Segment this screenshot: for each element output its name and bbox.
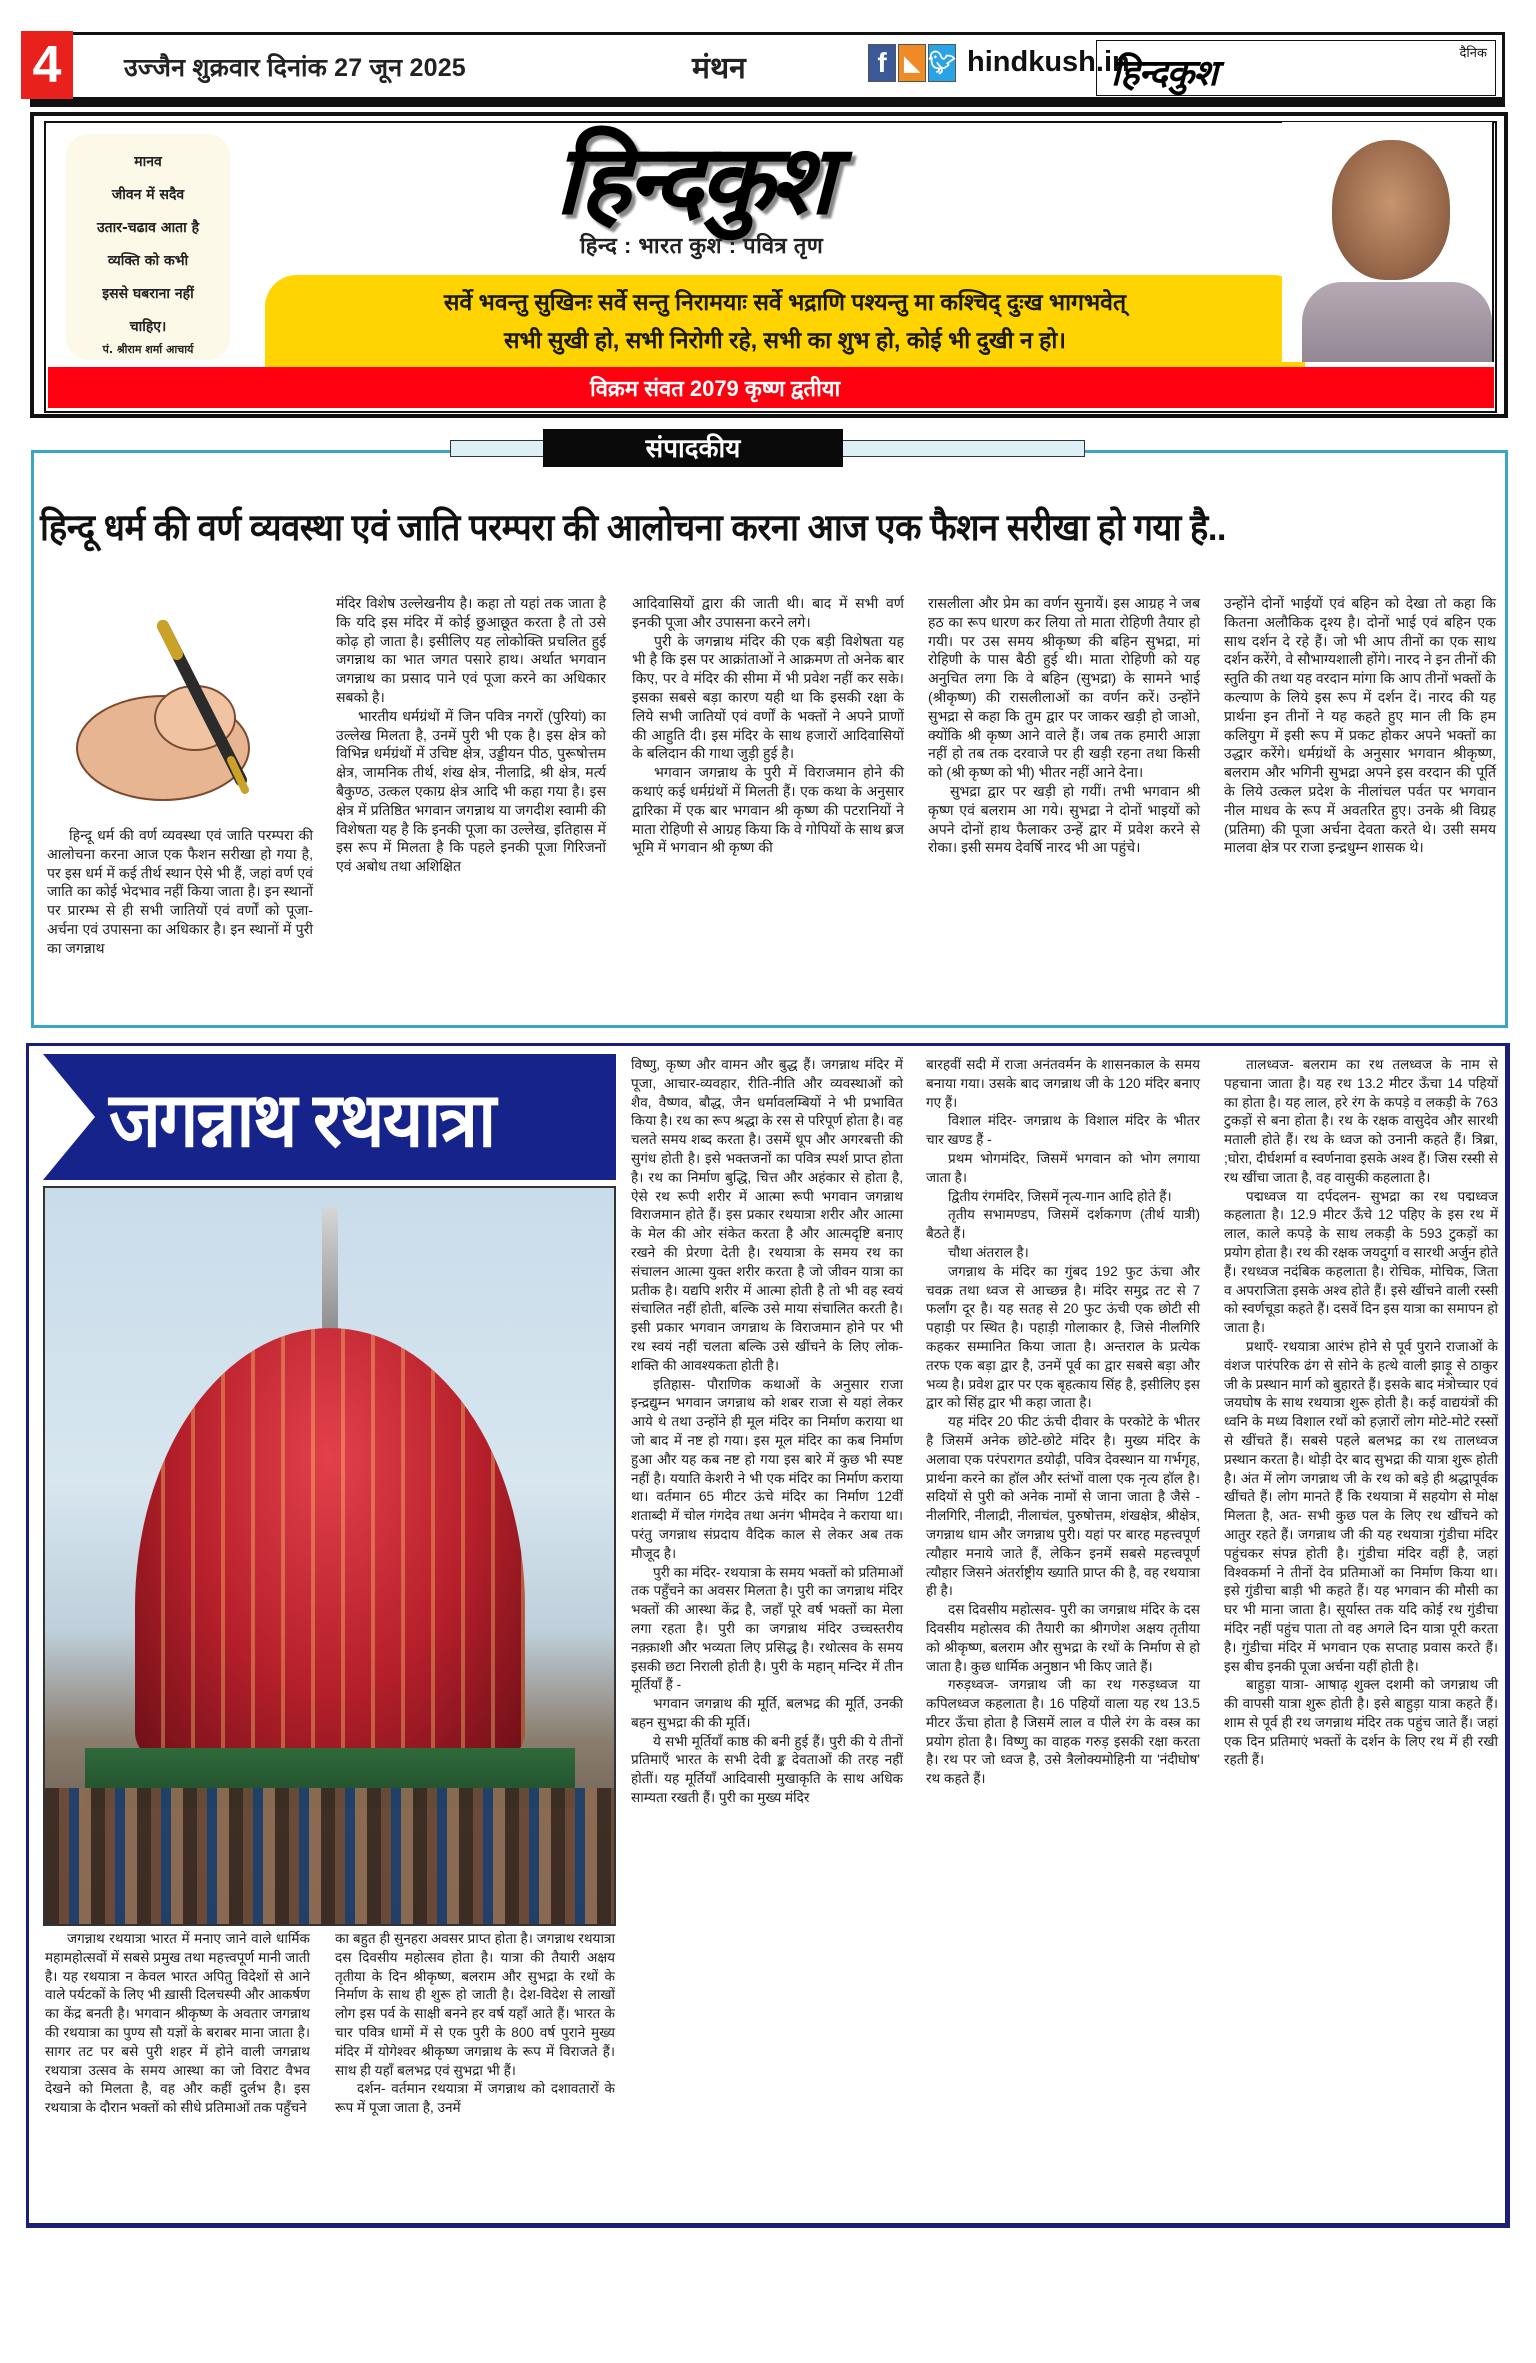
logo-name: हिन्दकुश (1111, 52, 1217, 94)
paragraph: गरुड़ध्वज- जगन्नाथ जी का रथ गरुड़ध्वज या कपिलध्वज कहलाता है। 16 पहियों वाला यह रथ 13.5 मीटर ऊँचा होता है जिसमें लाल व पीले रंग के वस्त्र का प्रयोग होता है। विष्णु का वाहक गरुड़ इसकी रक्षा करता है। रथ पर जो ध्वज है, उसे त्रैलोक्यमोहिनी या 'नंदीघोष' रथ कहते हैं। (926, 1677, 1200, 1787)
editorial-column-3 (632, 594, 904, 857)
quote-author: पं. श्रीराम शर्मा आचार्य (102, 343, 194, 356)
quote-line: इससे घबराना नहीं (102, 286, 194, 302)
facebook-icon[interactable]: f (868, 44, 896, 82)
paragraph: तृतीय सभामण्डप, जिसमें दर्शकगण (तीर्थ यात्री) बैठते हैं। (926, 1207, 1200, 1242)
mantra-banner (265, 275, 1305, 367)
paragraph: बाहुड़ा यात्रा- आषाढ़ शुक्ल दशमी को जगन्नाथ जी की वापसी यात्रा शुरू होती है। इसे बाहुड़ा यात्रा कहते हैं। शाम से पूर्व ही रथ जगन्नाथ मंदिर तक पहुंच जाते हैं। जहां एक दिन प्रतिमाएं भक्तों के दर्शन के लिए रथ में ही रखी रहती हैं। (1224, 1677, 1498, 1768)
rathyatra-column-2 (335, 1930, 615, 2118)
paragraph: हिन्दू धर्म की वर्ण व्यवस्था एवं जाति परम्परा की आलोचना करना आज एक फैशन सरीखा हो गया है, पर इस धर्म में कई तीर्थ स्थान ऐसे भी हैं, जहां वर्ण एवं जाति का कोई भेदभाव नहीं किया जाता है। इन स्थानों पर प्रारम्भ से ही सभी जातियों एवं वर्णों को पूजा-अर्चना एवं उपासना का अधिकार है। इन स्थानों में पुरी का जगन्नाथ (47, 827, 313, 956)
paragraph: मंदिर विशेष उल्लेखनीय है। कहा तो यहां तक जाता है कि यदि इस मंदिर में कोई छुआछूत करता है तो उसे कोढ़ हो जाता है। इसीलिए यह लोकोक्ति प्रचलित हुई जगन्नाथ का भात जगत पसारे हाथ। अर्थात भगवान जगन्नाथ का प्रसाद पाने एवं पूजा करने का अधिकार सबको है। (336, 595, 606, 705)
logo-tag: दैनिक (1459, 46, 1487, 61)
paragraph: आदिवासियों द्वारा की जाती थी। बाद में सभी वर्ण इनकी पूजा और उपासना करने लगे। (632, 595, 904, 630)
paragraph: ये सभी मूर्तियाँ काष्ठ की बनी हुई हैं। पुरी की ये तीनों प्रतिमाएँ भारत के सभी देवी ङ्क देवताओं की तरह नहीं होतीं। यह मूर्तियाँ आदिवासी मुखाकृति के साथ अधिक साम्यता रखती हैं। पुरी का मुख्य मंदिर (631, 1733, 903, 1806)
dateline: उज्जैन शुक्रवार दिनांक 27 जून 2025 (124, 54, 466, 82)
paragraph: तालध्वज- बलराम का रथ तलध्वज के नाम से पहचाना जाता है। यह रथ 13.2 मीटर ऊँचा 14 पहियों का होता है। यह लाल, हरे रंग के कपड़े व लकड़ी के 763 टुकड़ों से बना होता है। रथ के रक्षक वासुदेव और सारथी मताली होते हैं। रथ के ध्वज को उनानी कहते हैं। त्रिब्रा, ;घोरा, दीर्घशर्मा व स्वर्णनावा इसके अश्व हैं। जिस रस्सी से रथ खींचा जाता है, वह वासुकी कहलाता है। (1224, 1057, 1498, 1185)
small-masthead-logo (1096, 40, 1496, 96)
quote-line: उतार-चढाव आता है (96, 220, 200, 236)
rss-icon[interactable]: ◣ (898, 44, 926, 82)
top-header-rule (30, 97, 1505, 107)
founder-portrait (1282, 122, 1494, 362)
paragraph: प्रथाएँ- रथयात्रा आरंभ होने से पूर्व पुराने राजाओं के वंशज पारंपरिक ढंग से सोने के हत्थे वाली झाड़ू से ठाकुर जी के प्रस्थान मार्ग को बुहारते हैं। इसके बाद मंत्रोच्चार एवं जयघोष के साथ रथयात्रा शुरू होती है। कई वाद्ययंत्रों की ध्वनि के मध्य विशाल रथों को हज़ारों लोग मोटे-मोटे रस्सों से खींचते हैं। सबसे पहले बलभद्र का रथ तालध्वज प्रस्थान करता है। थोड़ी देर बाद सुभद्रा की यात्रा शुरू होती है। अंत में लोग जगन्नाथ जी के रथ को बड़े ही श्रद्धापूर्वक खींचते हैं। लोग मानते हैं कि रथयात्रा में सहयोग से मोक्ष मिलता है, अत- सभी कुछ पल के लिए रथ खींचने को आतुर रहते हैं। जगन्नाथ जी की यह रथयात्रा गुंडीचा मंदिर पहुंचकर संपन्न होती है। गुंडीचा मंदिर वहीं है, जहां विश्वकर्मा ने तीनों देव प्रतिमाओं का निर्माण किया था। इसे गुंडीचा बाड़ी भी कहते हैं। यह भगवान की मौसी का घर भी माना जाता है। सूर्यास्त तक यदि कोई रथ गुंडीचा मंदिर नहीं पहुंच पाता तो वह अगले दिन यात्रा पूरी करता है। गुंडीचा मंदिर में भगवान एक सप्ताह प्रवास करते हैं। इस बीच इनकी पूजा अर्चना यहीं होती है। (1224, 1338, 1498, 1674)
editorial-column-1 (47, 826, 313, 958)
paragraph: भगवान जगन्नाथ के पुरी में विराजमान होने की कथाएं कई धर्मग्रंथों में मिलती हैं। एक कथा के अनुसार द्वारिका में एक बार भगवान श्री कृष्ण की पटरानियों ने माता रोहिणी से आग्रह किया कि वे गोपियों के साथ ब्रज भूमि में भगवान श्री कृष्ण की (632, 764, 904, 856)
rathyatra-banner (43, 1054, 616, 1180)
paragraph: इतिहास- पौराणिक कथाओं के अनुसार राजा इन्द्रद्युम्न भगवान जगन्नाथ को शबर राजा से यहां लेकर आये थे तथा उन्होंने ही मूल मंदिर का निर्माण कराया था जो बाद में नष्ट हो गया। इस मूल मंदिर का कब निर्माण हुआ और यह कब नष्ट हो गया इस बारे में कुछ भी स्पष्ट नहीं है। ययाति केशरी ने भी एक मंदिर का निर्माण कराया था। वर्तमान 65 मीटर ऊंचे मंदिर का निर्माण 12वीं शताब्दी में चोल गंगदेव तथा अनंग भीमदेव ने कराया था। परंतु जगन्नाथ संप्रदाय वैदिक काल से लेकर अब तक मौजूद है। (631, 1376, 903, 1561)
paragraph: विशाल मंदिर- जगन्नाथ के विशाल मंदिर के भीतर चार खण्ड हैं - (926, 1113, 1200, 1148)
paragraph: जगन्नाथ के मंदिर का गुंबद 192 फुट ऊंचा और चवक्र तथा ध्वज से आच्छन्न है। मंदिर समुद्र तट से 7 फर्लांग दूर है। यह सतह से 20 फुट ऊंची एक छोटी सी पहाड़ी पर स्थित है। पहाड़ी गोलाकार है, जिसे नीलगिरि कहकर सम्मानित किया जाता है। अन्तराल के प्रत्येक तरफ एक बड़ा द्वार है, उनमें पूर्व का द्वार सबसे बड़ा और भव्य है। प्रवेश द्वार पर एक बृहत्काय सिंह है, इसीलिए इस द्वार को सिंह द्वार भी कहा जाता है। (926, 1263, 1200, 1411)
rathyatra-column-5 (1224, 1056, 1498, 1770)
quote-line: व्यक्ति को कभी (107, 253, 189, 269)
quote-line: मानव (134, 154, 162, 170)
chariot-canopy-stripes (135, 1328, 525, 1758)
paragraph: चौथा अंतराल है। (948, 1244, 1029, 1260)
paragraph: भारतीय धर्मग्रंथों में जिन पवित्र नगरों (पुरियां) का उल्लेख मिलता है, उनमें पुरी भी एक है। इस क्षेत्र को विभिन्न धर्मग्रंथों में उचिष्ट क्षेत्र, उड्डीयन पीठ, पुरूषोत्तम क्षेत्र, जामनिक तीर्थ, शंख क्षेत्र, नीलाद्रि, श्री क्षेत्र, मर्त्य बैकुण्ठ, उत्कल एकाग्र क्षेत्र आदि भी कहा गया है। इस क्षेत्र में प्रतिष्ठित भगवान जगन्नाथ या जगदीश स्वामी की विशेषता यह है कि इनकी पूजा का उल्लेख, इतिहास में इस रूप में मिलता है कि पहले इनकी पूजा गिरिजनों एवं अबोध तथा अशिक्षित (336, 707, 606, 875)
samvat-date: विक्रम संवत 2079 कृष्ण द्वतीया (590, 376, 841, 401)
rathyatra-column-3 (631, 1056, 903, 1808)
portrait-body (1302, 282, 1492, 362)
paragraph: पुरी का मंदिर- रथयात्रा के समय भक्तों को प्रतिमाओं तक पहुँचने का अवसर मिलता है। पुरी का जगन्नाथ मंदिर भक्तों की आस्था केंद्र है, जहाँ पूरे वर्ष भक्तों का मेला लगा रहता है। पुरी का जगन्नाथ मंदिर उच्चस्तरीय नक़्क़ाशी और भव्यता लिए प्रसिद्ध है। रथोत्सव के समय इसकी छटा निराली होती है। पुरी के महान् मन्दिर में तीन मूर्तियाँ हैं - (631, 1564, 903, 1693)
rath-chariot-photo (43, 1186, 616, 1926)
paragraph: बारहवीं सदी में राजा अनंतवर्मन के शासनकाल के समय बनाया गया। उसके बाद जगन्नाथ जी के 120 मंदिर बनाए गए हैं। (926, 1057, 1200, 1110)
page-number-badge: 4 (21, 31, 73, 99)
paragraph: यह मंदिर 20 फीट ऊंची दीवार के परकोटे के भीतर है जिसमें अनेक छोटे-छोटे मंदिर है। मुख्य मंदिर के अलावा एक परंपरागत डयोढ़ी, पवित्र देवस्थान या गर्भगृह, प्रार्थना करने का हॉल और स्तंभों वाला एक नृत्य हॉल है। सदियों से पुरी को अनेक नामों से जाना जाता है जैसे - नीलगिरि, नीलाद्री, नीलाचंल, पुरुषोत्तम, शंखक्षेत्र, श्रीक्षेत्र, जगन्नाथ धाम और जगन्नाथ पुरी। यहां पर बारह महत्त्वपूर्ण त्यौहार मनाये जाते हैं, लेकिन इनमें सबसे महत्त्वपूर्ण त्यौहार जिसने अंतर्राष्ट्रीय ख्याति प्राप्त की है, वह रथयात्रा ही है। (926, 1414, 1200, 1599)
quote-of-day (66, 134, 230, 360)
paragraph: विष्णु, कृष्ण और वामन और बुद्ध हैं। जगन्नाथ मंदिर में पूजा, आचार-व्यवहार, रीति-नीति और व्यवस्थाओं को शैव, वैष्णव, बौद्ध, जैन धर्मावलम्बियों ने भी प्रभावित किया है। रथ का रूप श्रद्धा के रस से परिपूर्ण होता है। वह चलते समय शब्द करता है। उसमें धूप और अगरबत्ती की सुगंध होती है। इसे भक्तजनों का पवित्र स्पर्श प्राप्त होता है। रथ का निर्माण बुद्धि, चित्त और अहंकार से होता है, ऐसे रथ रूपी शरीर में आत्मा रूपी भगवान जगन्नाथ विराजमान होते हैं। इस प्रकार रथयात्रा शरीर और आत्मा के मेल की ओर संकेत करता है और आत्मदृष्टि बनाए रखने की प्रेरणा देती है। रथयात्रा के समय रथ का संचालन आत्मा युक्त शरीर करता है जो जीवन यात्रा का प्रतीक है। यद्यपि शरीर में आत्मा होती है तो भी वह स्वयं संचालित नहीं होती, बल्कि उसे माया संचालित करती है। इसी प्रकार भगवान जगन्नाथ के विराजमान होने पर भी रथ स्वयं नहीं चलता बल्कि उसे खींचने के लिए लोक-शक्ति की आवश्यकता होती है। (631, 1057, 903, 1373)
banner-arrow-icon (43, 1054, 95, 1180)
paragraph: पुरी के जगन्नाथ मंदिर की एक बड़ी विशेषता यह भी है कि इस पर आक्रांताओं ने आक्रमण तो अनेक बार किए, पर वे मंदिर की सीमा में भी प्रवेश नहीं कर सके। इसका सबसे बड़ा कारण यही था कि इसकी रक्षा के लिये सभी जातियों एवं वर्णों के भक्तों ने अपने प्राणों की आहुति दी। इस मंदिर के साथ हजारों आदिवासियों के बलिदान की गाथा जुड़ी हुई है। (632, 632, 904, 762)
paragraph: प्रथम भोगमंदिर, जिसमें भगवान को भोग लगाया जाता है। (926, 1150, 1200, 1185)
paragraph: दर्शन- वर्तमान रथयात्रा में जगन्नाथ को दशावतारों के रूप में पूजा जाता है, उनमें (335, 2081, 615, 2116)
social-links (868, 44, 956, 82)
editorial-column-2 (336, 594, 606, 876)
crowd (45, 1788, 616, 1926)
paragraph: उन्होंने दोनों भाईयों एवं बहिन को देखा तो कहा कि कितना अलौकिक दृश्य है। दोनों भाई एवं बहिन एक साथ दर्शन दे रहे हैं। जो भी आप तीनों का एक साथ दर्शन करेंगे, वे सौभाग्यशाली होंगे। नारद ने इन तीनों की स्तुति की तथा यह वरदान मांगा कि आप तीनों भक्तों के कल्याण के लिये इस रूप में दर्शन दें। नारद की यह प्रार्थना इन तीनों ने यह कहते हुए मान ली कि हम कलियुग में इसी रूप में प्रकट होकर अपने भक्तों का उद्धार करेंगे। धर्मग्रंथों के अनुसार भगवान श्रीकृष्ण, बलराम और भगिनी सुभद्रा अपने इस वरदान की पूर्ति के लिये उत्कल प्रदेश के नीलांचल पर्वत पर भगवान नील माधव के रूप में अवतरित हुए। उनके श्री विग्रह (प्रतिमा) की पूजा अर्चना देवता करते थे। उसी समय मालवा क्षेत्र पर राजा इन्द्रधुम्न शासक थे। (1224, 595, 1496, 856)
editorial-column-4 (928, 594, 1200, 857)
paragraph: भगवान जगन्नाथ की मूर्ति, बलभद्र की मूर्ति, उनकी बहन सुभद्रा की की मूर्ति। (631, 1696, 903, 1730)
pen-cap (163, 626, 177, 654)
masthead-title: हिन्दकुश (555, 123, 831, 236)
paragraph: जगन्नाथ रथयात्रा भारत में मनाए जाने वाले धार्मिक महामहोत्सवों में सबसे प्रमुख तथा महत्त्वपूर्ण मानी जाती है। यह रथयात्रा न केवल भारत अपितु विदेशों से आने वाले पर्यटकों के लिए भी ख़ासी दिलचस्पी और आकर्षण का केंद्र बनती है। भगवान श्रीकृष्ण के अवतार जगन्नाथ की रथयात्रा का पुण्य सौ यज्ञों के बराबर माना जाता है। सागर तट पर बसे पुरी शहर में होने वाली जगन्नाथ रथयात्रा उत्सव के समय आस्था का जो विराट वैभव देखने को मिलता है, वह और कहीं दुर्लभ है। इस रथयात्रा के दौरान भक्तों को सीधे प्रतिमाओं तक पहुँचने (45, 1931, 310, 2116)
paragraph: पद्मध्वज या दर्पदलन- सुभद्रा का रथ पद्मध्वज कहलाता है। 12.9 मीटर ऊँचे 12 पहिए के इस रथ में लाल, काले कपड़े के साथ लकड़ी के 593 टुकड़ों का प्रयोग होता है। रथ की रक्षक जयदुर्गा व सारथी अर्जुन होते हैं। रथध्वज नदंबिक कहलाता है। रोचिक, मोचिक, जिता व अपराजिता इसके अश्व होते हैं। इसे खींचने वाली रस्सी को स्वर्णचूडा कहते हैं। दसवें दिन इस यात्रा का समापन हो जाता है। (1224, 1188, 1498, 1336)
quote-line: जीवन में सदैव (111, 187, 185, 203)
rathyatra-column-1 (45, 1930, 310, 2118)
site-url-link[interactable]: hindkush.in (967, 46, 1130, 78)
chariot-spire (322, 1208, 338, 1338)
paragraph: द्वितीय रंगमंदिर, जिसमें नृत्य-गान आदि होते हैं। (948, 1188, 1172, 1204)
portrait-head (1332, 140, 1450, 280)
paragraph: का बहुत ही सुनहरा अवसर प्राप्त होता है। जगन्नाथ रथयात्रा दस दिवसीय महोत्सव होता है। यात्रा की तैयारी अक्षय तृतीया के दिन श्रीकृष्ण, बलराम और सुभद्रा के रथों के निर्माण के साथ ही शुरू हो जाती है। देश-विदेश से लाखों लोग इस पर्व के साक्षी बनने हर वर्ष यहाँ आते हैं। भारत के चार पवित्र धामों में से एक पुरी के 800 वर्ष पुराने मुख्य मंदिर में योगेश्वर श्रीकृष्ण जगन्नाथ के रूप में विराजते हैं। साथ ही यहाँ बलभद्र एवं सुभद्रा भी हैं। (335, 1931, 615, 2078)
editorial-column-5 (1224, 594, 1496, 857)
paragraph: सुभद्रा द्वार पर खड़ी हो गयीं। तभी भगवान श्री कृष्ण एवं बलराम आ गये। सुभद्रा ने दोनों भाइयों को अपने दोनों हाथ फैलाकर उन्हें द्वार में प्रवेश करने से रोका। इसी समय देवर्षि नारद भी आ पहुंचे। (928, 782, 1200, 856)
editorial-section-label: संपादकीय (543, 429, 843, 467)
editorial-headline: हिन्दू धर्म की वर्ण व्यवस्था एवं जाति परम्परा की आलोचना करना आज एक फैशन सरीखा हो गया है.. (40, 507, 1227, 548)
masthead-subtitle: हिन्द : भारत कुश : पवित्र तृण (580, 233, 824, 258)
section-name: मंथन (692, 52, 746, 85)
rathyatra-column-4 (926, 1056, 1200, 1789)
paragraph: रासलीला और प्रेम का वर्णन सुनायें। इस आग्रह ने जब हठ का रूप धारण कर लिया तो माता रोहिणी तैयार हो गयी। पर उस समय श्रीकृष्ण की बहिन सुभद्रा, मां रोहिणी के पास बैठी हुई थी। माता रोहिणी को यह अनुचित लगा कि वे बहिन (सुभद्रा) के सामने भाई (श्रीकृष्ण) की रासलीलाओं का वर्णन करें। उन्होंने सुभद्रा से कहा कि तुम द्वार पर जाकर खड़ी हो जाओ, क्योंकि श्री कृष्ण आने वाले हैं। जब तक हमारी आज्ञा नहीं हो तब तक दरवाजे पर ही खड़ी रहना तथा किसी को (श्री कृष्ण को भी) भीतर नहीं आने देना। (928, 595, 1200, 781)
mantra-hindi: सभी सुखी हो, सभी निरोगी रहे, सभी का शुभ हो, कोई भी दुखी न हो। (503, 327, 1067, 353)
rathyatra-title: जगन्नाथ रथयात्रा (109, 1078, 495, 1163)
paragraph: दस दिवसीय महोत्सव- पुरी का जगन्नाथ मंदिर के दस दिवसीय महोत्सव की तैयारी का श्रीगणेश अक्षय तृतीया को श्रीकृष्ण, बलराम और सुभद्रा के रथों के निर्माण से हो जाता है। कुछ धार्मिक अनुष्ठान भी किए जाते हैं। (926, 1602, 1200, 1674)
twitter-icon[interactable]: 🐦︎ (928, 44, 956, 82)
hand-writing-pen-illustration (45, 598, 275, 818)
quote-line: चाहिए। (129, 319, 167, 335)
mantra-sanskrit: सर्वे भवन्तु सुखिनः सर्वे सन्तु निरामयाः सर्वे भद्राणि पश्यन्तु मा कश्चिद् दुःख भागभवेत् (443, 289, 1127, 315)
